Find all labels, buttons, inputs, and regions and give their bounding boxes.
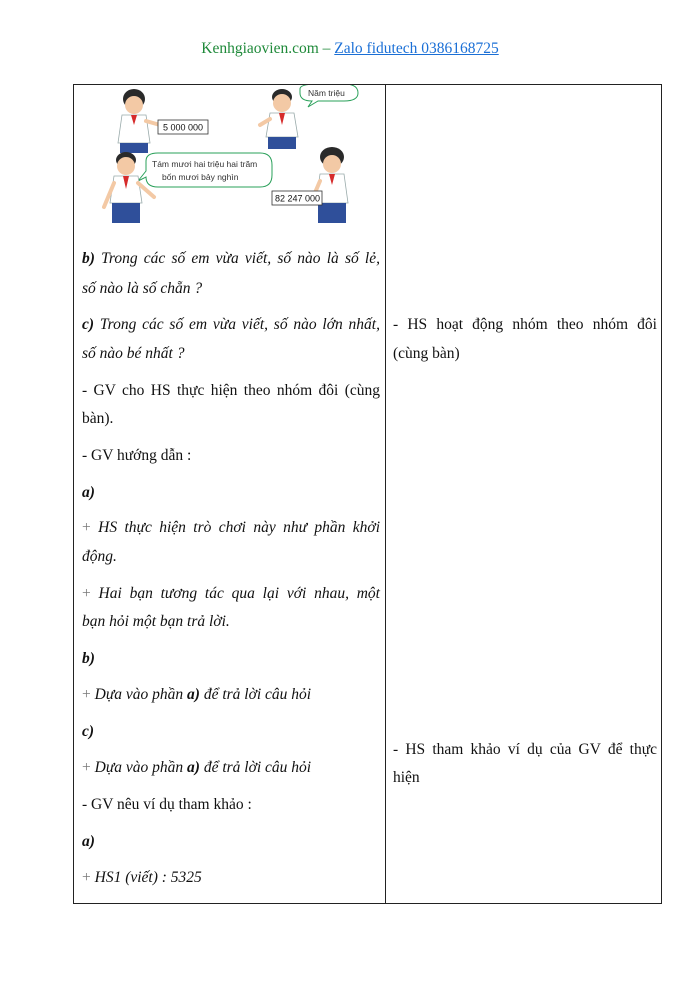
student-activity-2-line1: - HS tham khảo ví dụ của GV để thực bbox=[393, 741, 657, 758]
svg-text:Tám mươi hai triệu hai trăm: Tám mươi hai triệu hai trăm bbox=[152, 159, 258, 169]
student-activity-2-line2: hiện bbox=[393, 769, 420, 786]
number-card-2 bbox=[272, 191, 322, 205]
question-c-line1: c) Trong các số em vừa viết, số nào lớn nhất, bbox=[82, 316, 380, 333]
example-a-heading: a) bbox=[82, 833, 95, 850]
zalo-link[interactable]: Zalo fidutech 0386168725 bbox=[334, 40, 499, 57]
question-b-line1: b) Trong các số em vừa viết, số nào là số lẻ, bbox=[82, 250, 380, 267]
section-b-heading: b) bbox=[82, 650, 95, 667]
column-divider bbox=[385, 85, 386, 903]
guide-b-item: + Dựa vào phần a) để trả lời câu hỏi bbox=[82, 686, 312, 703]
guide-a-item2-line1: + Hai bạn tương tác qua lại với nhau, một bbox=[82, 585, 380, 602]
svg-text:Năm triệu: Năm triệu bbox=[308, 88, 345, 98]
gv-guide: - GV hướng dẫn : bbox=[82, 447, 192, 464]
page-header bbox=[0, 40, 700, 58]
guide-c-item: + Dựa vào phần a) để trả lời câu hỏi bbox=[82, 759, 312, 776]
speech-bubble-2 bbox=[138, 153, 272, 187]
student-girl-2-icon bbox=[314, 147, 348, 223]
student-boy-1-icon bbox=[260, 89, 298, 149]
question-b-line2: số nào là số chẵn ? bbox=[82, 280, 203, 297]
svg-text:5 000 000: 5 000 000 bbox=[163, 122, 204, 133]
student-activity-1-line2: (cùng bàn) bbox=[393, 345, 460, 362]
gv-instruction-line1: - GV cho HS thực hiện theo nhóm đôi (cùng bbox=[82, 382, 380, 399]
example-hs1: + HS1 (viết) : 5325 bbox=[82, 869, 202, 886]
illustration bbox=[82, 85, 380, 235]
teacher-column bbox=[82, 85, 380, 886]
section-a-heading: a) bbox=[82, 484, 95, 501]
students-illustration bbox=[82, 85, 380, 235]
speech-bubble-1 bbox=[300, 85, 358, 107]
student-girl-1-icon bbox=[118, 89, 160, 153]
lesson-table bbox=[73, 84, 662, 904]
gv-instruction-line2: bàn). bbox=[82, 410, 114, 427]
guide-a-item1-line1: + HS thực hiện trò chơi này như phần khởi bbox=[82, 519, 380, 536]
number-card-1 bbox=[158, 120, 208, 134]
svg-text:bốn mươi bảy nghìn: bốn mươi bảy nghìn bbox=[162, 172, 239, 182]
question-c-line2: số nào bé nhất ? bbox=[82, 345, 185, 362]
section-c-heading: c) bbox=[82, 723, 95, 740]
header-separator: – bbox=[318, 40, 335, 57]
student-activity-1-line1: - HS hoạt động nhóm theo nhóm đôi bbox=[393, 316, 657, 333]
gv-example: - GV nêu ví dụ tham khảo : bbox=[82, 796, 252, 813]
guide-a-item1-line2: động. bbox=[82, 548, 117, 565]
site-name: Kenhgiaovien.com bbox=[201, 40, 319, 57]
guide-a-item2-line2: bạn hỏi một bạn trả lời. bbox=[82, 613, 230, 630]
svg-text:82 247 000: 82 247 000 bbox=[275, 193, 321, 204]
